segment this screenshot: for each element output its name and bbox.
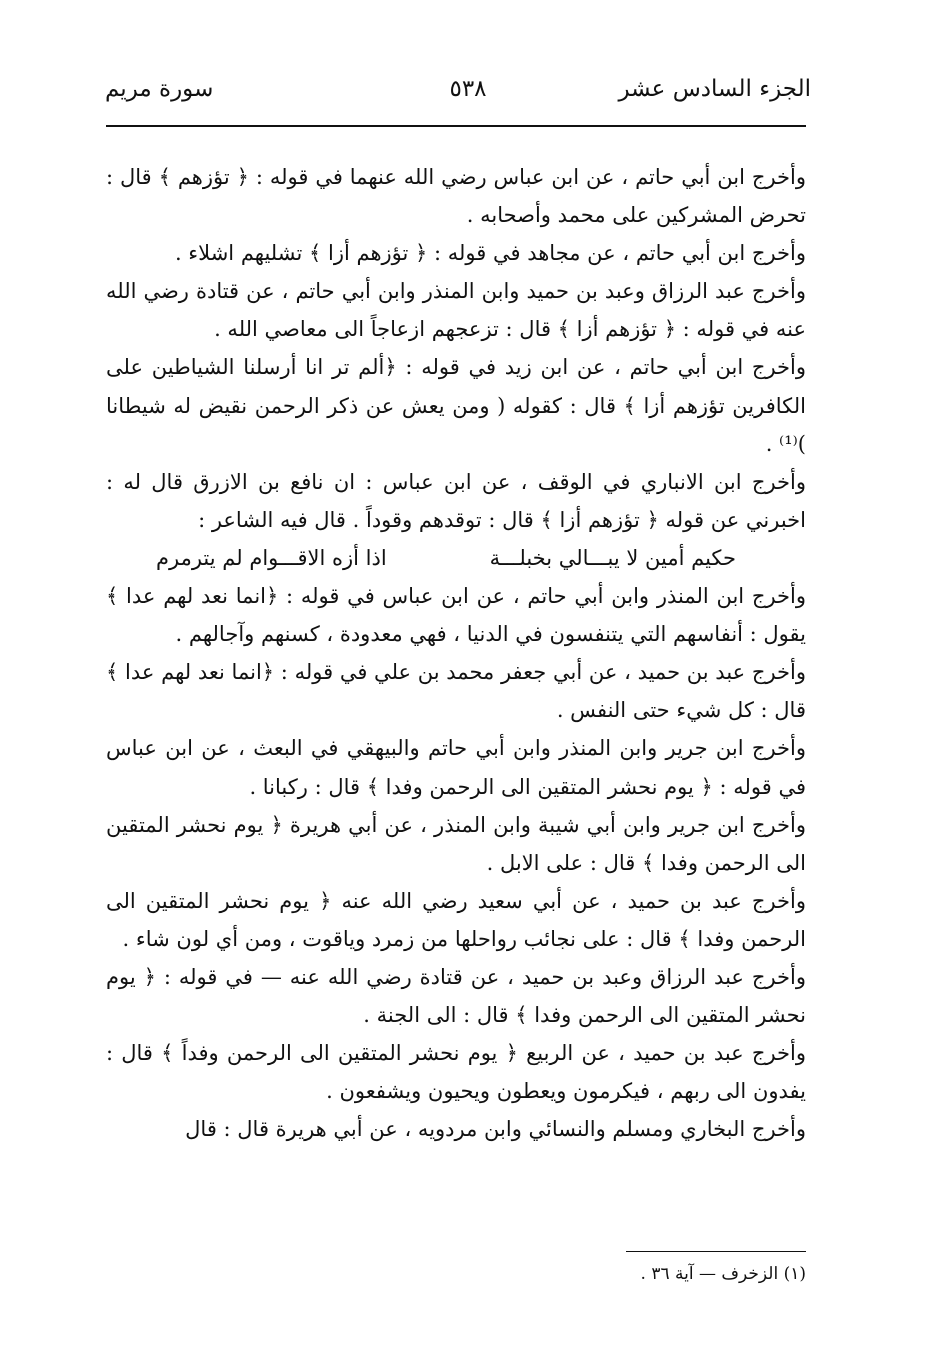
paragraph: وأخرج ابن أبي حاتم ، عن ابن زيد في قوله : ﴿ألم تر انا أرسلنا الشياطين على الكافرين تؤزهم أزا ﴾ قال : كقوله ( ومن يعش عن ذكر الرحمن نقيض له شيطانا )⁽¹⁾ . [106, 355, 806, 456]
paragraph: وأخرج عبد بن حميد ، عن أبي جعفر محمد بن علي في قوله : ﴿انما نعد لهم عدا ﴾ قال : كل شيء حتى النفس . [106, 660, 806, 723]
surah-title: سورة مريم [105, 76, 214, 102]
page-number: ٥٣٨ [449, 76, 487, 102]
paragraph: وأخرج عبد الرزاق وعبد بن حميد وابن المنذر وابن أبي حاتم ، عن قتادة رضي الله عنه في قوله : ﴿ تؤزهم أزا ﴾ قال : تزعجهم ازعاجاً الى معاصي الله . [106, 279, 806, 342]
paragraph: وأخرج ابن جرير وابن أبي شيبة وابن المنذر ، عن أبي هريرة ﴿ يوم نحشر المتقين الى الرحمن وفدا ﴾ قال : على الابل . [106, 812, 806, 875]
footnote: (١) الزخرف — آية ٣٦ . [640, 1264, 806, 1284]
juz-title: الجزء السادس عشر [618, 76, 811, 102]
poem-verse [106, 539, 806, 577]
paragraph: وأخرج ابن جرير وابن المنذر وابن أبي حاتم والبيهقي في البعث ، عن ابن عباس في قوله : ﴿ يوم نحشر المتقين الى الرحمن وفدا ﴾ قال : ركبانا . [106, 736, 806, 799]
paragraph: وأخرج ابن الانباري في الوقف ، عن ابن عباس : ان نافع بن الازرق قال له : اخبرني عن قوله ﴿ تؤزهم أزا ﴾ قال : توقدهم وقوداً . قال فيه الشاعر : [106, 469, 806, 532]
paragraph: وأخرج ابن المنذر وابن أبي حاتم ، عن ابن عباس في قوله : ﴿انما نعد لهم عدا ﴾ يقول : أنفاسهم التي يتنفسون في الدنيا ، فهي معدودة ، كسنهم وآجالهم . [106, 584, 806, 647]
poem-hemistich-1: حكيم أمين لا يبـــالي بخبلـــة [489, 545, 736, 570]
footnote-divider [626, 1251, 806, 1252]
paragraph: وأخرج عبد الرزاق وعبد بن حميد ، عن قتادة رضي الله عنه — في قوله : ﴿ يوم نحشر المتقين الى الرحمن وفدا ﴾ قال : الى الجنة . [106, 964, 806, 1028]
paragraph: وأخرج البخاري ومسلم والنسائي وابن مردويه ، عن أبي هريرة قال : قال [185, 1117, 806, 1142]
paragraph: وأخرج عبد بن حميد ، عن الربيع ﴿ يوم نحشر المتقين الى الرحمن وفداً ﴾ قال : يفدون الى ربهم ، فيكرمون ويعطون ويحيون ويشفعون . [106, 1041, 806, 1104]
paragraph: وأخرج عبد بن حميد ، عن أبي سعيد رضي الله عنه ﴿ يوم نحشر المتقين الى الرحمن وفدا ﴾ قال : على نجائب رواحلها من زمرد وياقوت ، ومن أي لون شاء . [106, 888, 806, 951]
paragraph: وأخرج ابن أبي حاتم ، عن ابن عباس رضي الله عنهما في قوله : ﴿ تؤزهم ﴾ قال : تحرض المشركين على محمد وأصحابه . [106, 165, 806, 228]
poem-hemistich-2: اذا أزه الاقـــوام لم يترمرم [156, 545, 387, 570]
header-divider [106, 125, 806, 127]
paragraph: وأخرج ابن أبي حاتم ، عن مجاهد في قوله : ﴿ تؤزهم أزا ﴾ تشليهم اشلاء . [174, 241, 806, 266]
page-body [106, 158, 806, 1148]
